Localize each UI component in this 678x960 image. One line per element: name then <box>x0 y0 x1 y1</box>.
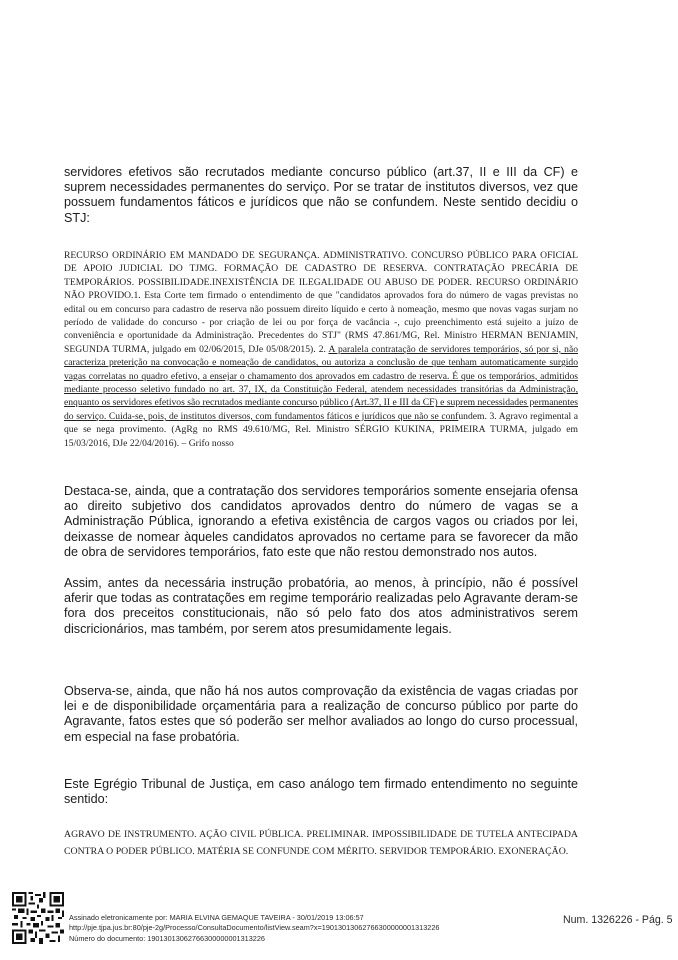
citation-text-end: undem. 3. Agravo regimental a que se nega provimento. (AgRg no RMS 49.610/MG, Rel. Ministro SÉRGIO KUKINA, PRIMEIRA TURMA, julgado em 15/03/2016, DJe 22/04/2016). – Grifo nosso <box>64 410 578 449</box>
signature-info <box>69 913 439 944</box>
paragraph-assim: Assim, antes da necessária instrução probatória, ao menos, à princípio, não é possível aferir que todas as contratações em regime temporário realizadas pelo Agravante deram-se fora dos preceitos constitucionais, não só pelo fato dos atos administrativos serem discricionários, mas também, por serem atos presumidamente legais. <box>64 576 578 636</box>
signed-by-text: Assinado eletronicamente por: MARIA ELVINA GEMAQUE TAVEIRA - 30/01/2019 13:06:57 <box>69 913 364 922</box>
document-url-link[interactable]: http://pje.tjpa.jus.br:80/pje-2g/Processo/ConsultaDocumento/listView.seam?x=19013013062766300000001313226 <box>69 923 440 933</box>
document-number-text: Número do documento: 19013013062766300000001313226 <box>69 933 265 943</box>
page-number: Num. 1326226 - Pág. 5 <box>563 914 673 926</box>
citation-underlined-text: A paralela contratação de servidores temporários, só por si, não caracteriza preterição na convocação e nomeação de candidatos, ou autoriza a conclusão de que tenham automaticamente surgido vagas correlatas no quadro efetivo, a ensejar o chamamento dos aprovados em cadastro de reserva. É que os temporários, admitidos mediante processo seletivo fundado no art. 37, IX, da Constituição Federal, atendem necessidades transitórias da Administração, enquanto os servidores efetivos são recrutados mediante concurso público (Art.37, II e III da CF) e suprem necessidades permanentes do serviço. Cuida-se, pois, de institutos diversos, com fundamentos fáticos e jurídicos que não se conf <box>64 343 578 422</box>
citation-text: 1. Esta Corte tem firmado o entendimento de que "candidatos aprovados fora do número de vagas previstas no edital ou em concurso para cadastro de reserva não possuem direito líquido e certo à nomeação, mesmo que novas vagas surjam no período de validade do concurso - por criação de lei ou por força de vacância -, cujo preenchimento está sujeito a juízo de conveniência e oportunidade da Administração. Precedentes do STJ" (RMS 47.861/MG, Rel. Ministro HERMAN BENJAMIN, SEGUNDA TURMA, julgado em 02/06/2015, DJe 05/08/2015). 2. <box>64 290 578 355</box>
paragraph-observa: Observa-se, ainda, que não há nos autos comprovação da existência de vagas criadas por lei e de disponibilidade orçamentária para a realização de concurso público por parte do Agravante, fatos estes que só poderão ser melhor avaliados ao longo do curso processual, em especial na fase probatória. <box>64 684 578 744</box>
paragraph-destaca: Destaca-se, ainda, que a contratação dos servidores temporários somente ensejaria ofensa ao direito subjetivo dos candidatos aprovados dentro do número de vagas se a Administração Pública, ignorando a efetiva existência de cargos vagos ou criados por lei, deixasse de nomear àqueles candidatos aprovados no certame para se favorecer da mão de obra de servidores temporários, fato este que não restou demonstrado nos autos. <box>64 484 578 559</box>
qr-code-icon[interactable] <box>12 892 64 944</box>
paragraph-egregio: Este Egrégio Tribunal de Justiça, em caso análogo tem firmado entendimento no seguinte sentido: <box>64 777 578 807</box>
citation-tjpa: AGRAVO DE INSTRUMENTO. AÇÃO CIVIL PÚBLICA. PRELIMINAR. IMPOSSIBILIDADE DE TUTELA ANTECIPADA CONTRA O PODER PÚBLICO. MATÉRIA SE CONFUNDE COM MÉRITO. SERVIDOR TEMPORÁRIO. EXONERAÇÃO. <box>64 829 578 857</box>
citation-heading: RECURSO ORDINÁRIO EM MANDADO DE SEGURANÇA. ADMINISTRATIVO. CONCURSO PÚBLICO PARA OFICIAL DE APOIO JUDICIAL DO TJMG. FORMAÇÃO DE CADASTRO DE RESERVA. CONTRATAÇÃO PRECÁRIA DE TEMPORÁRIOS. POSSIBILIDADE.INEXISTÊNCIA DE ILEGALIDADE OU ABUSO DE PODER. RECURSO ORDINÁRIO NÃO PROVIDO. <box>64 250 578 302</box>
paragraph-intro: servidores efetivos são recrutados mediante concurso público (art.37, II e III da CF) e suprem necessidades permanentes do serviço. Por se tratar de institutos diversos, vez que possuem fundamentos fáticos e jurídicos que não se confundem. Neste sentido decidiu o STJ: <box>64 165 578 225</box>
citation-stj <box>64 249 578 450</box>
